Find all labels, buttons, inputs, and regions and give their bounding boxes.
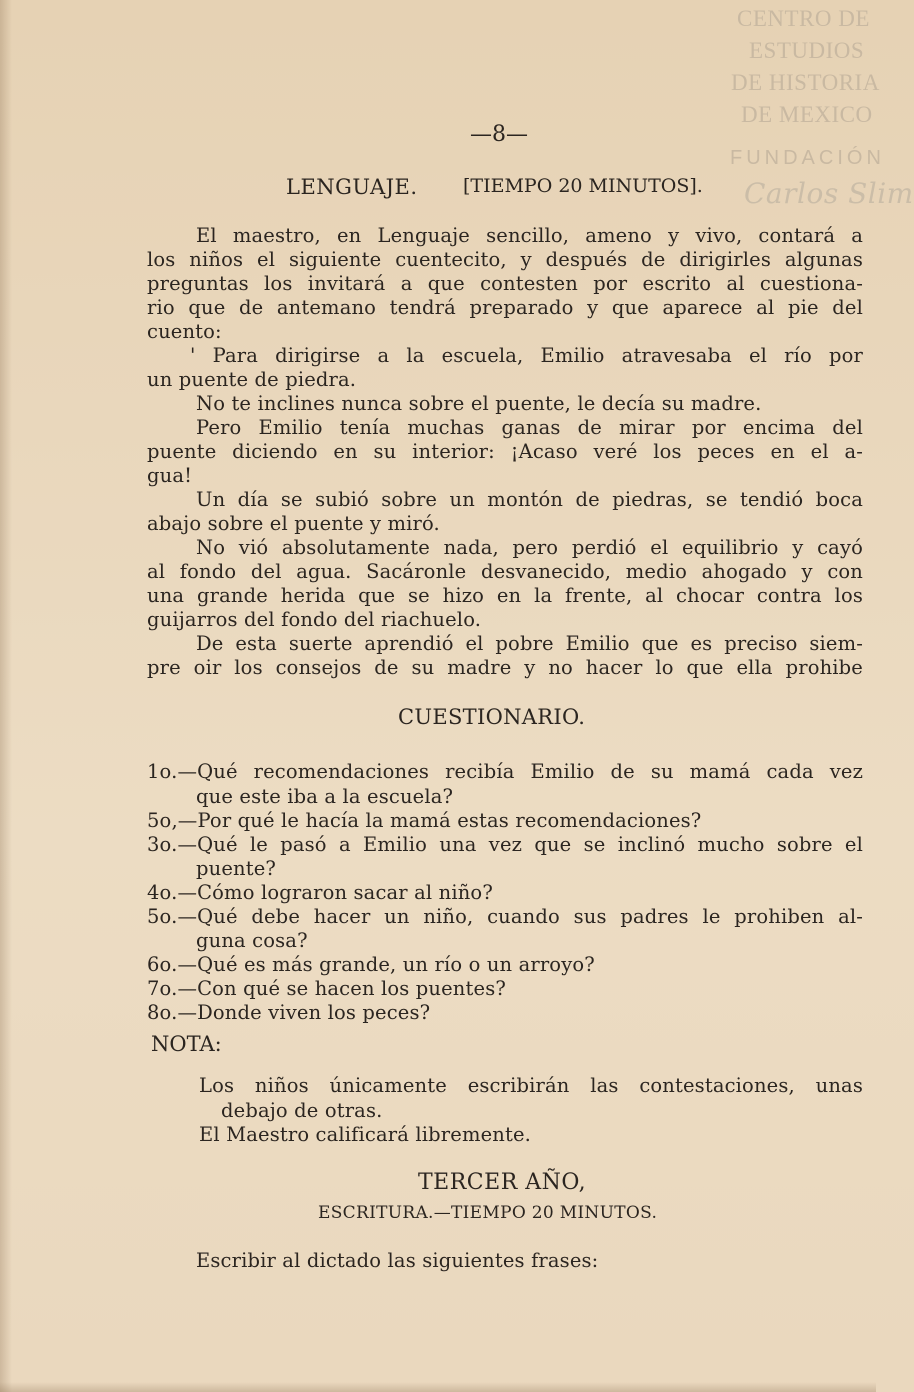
text-line: Pero Emilio tenía muchas ganas de mirar por encima del	[196, 416, 863, 439]
text-line: Los niños únicamente escribirán las contestaciones, unas	[199, 1074, 863, 1097]
text-line: los niños el siguiente cuentecito, y después de dirigirles algunas	[147, 248, 863, 271]
text-line: ' Para dirigirse a la escuela, Emilio atravesaba el río por	[190, 344, 863, 367]
page-edge-shadow	[0, 0, 12, 1392]
text-line: rio que de antemano tendrá preparado y que aparece al pie del	[147, 296, 863, 319]
stamp-line: DE MEXICO	[741, 102, 873, 127]
question-line: 3o.—Qué le pasó a Emilio una vez que se inclinó mucho sobre el	[147, 833, 863, 856]
section-time: [TIEMPO 20 MINUTOS].	[463, 175, 703, 197]
text-line: preguntas los invitará a que contesten por escrito al cuestiona-	[147, 272, 863, 295]
stamp-line: CENTRO DE	[737, 6, 870, 31]
archive-stamp	[700, 0, 914, 210]
stamp-line: ESTUDIOS	[749, 38, 865, 63]
stamp-foundation: FUNDACIÓN	[730, 147, 885, 169]
question-line: que este iba a la escuela?	[196, 785, 454, 808]
text-line: El Maestro calificará libremente.	[199, 1123, 532, 1146]
stamp-signature: Carlos Slim	[744, 177, 914, 210]
stamp-line: DE HISTORIA	[731, 70, 880, 95]
question-line: 4o.—Cómo lograron sacar al niño?	[147, 881, 493, 904]
text-line: pre oir los consejos de su madre y no hacer lo que ella prohibe	[147, 656, 863, 679]
text-line: Un día se subió sobre un montón de piedras, se tendió boca	[196, 488, 863, 511]
question-line: 5o.—Qué debe hacer un niño, cuando sus padres le prohiben al-	[147, 905, 863, 928]
text-line: puente diciendo en su interior: ¡Acaso veré los peces en el a-	[147, 440, 863, 463]
questionnaire-title: CUESTIONARIO.	[398, 705, 586, 729]
page-edge-shadow-bottom	[0, 1382, 876, 1392]
question-line: 5o,—Por qué le hacía la mamá estas recomendaciones?	[147, 809, 702, 832]
question-line: puente?	[196, 857, 277, 880]
text-line: cuento:	[147, 320, 222, 343]
text-line: No te inclines nunca sobre el puente, le decía su madre.	[196, 392, 762, 415]
text-line: gua!	[147, 464, 193, 487]
nota-label: NOTA:	[151, 1032, 222, 1056]
question-line: 7o.—Con qué se hacen los puentes?	[147, 977, 506, 1000]
question-line: 8o.—Donde viven los peces?	[147, 1001, 431, 1024]
text-line: El maestro, en Lenguaje sencillo, ameno y vivo, contará a	[196, 224, 863, 247]
page-number: —8—	[470, 122, 528, 147]
text-line: abajo sobre el puente y miró.	[147, 512, 440, 535]
text-line: al fondo del agua. Sacáronle desvanecido, medio ahogado y con	[147, 560, 863, 583]
text-line: debajo de otras.	[221, 1099, 383, 1122]
dictation-instruction: Escribir al dictado las siguientes frases:	[196, 1249, 599, 1272]
text-line: un puente de piedra.	[147, 368, 357, 391]
question-line: 6o.—Qué es más grande, un río o un arroyo?	[147, 953, 595, 976]
text-line: No vió absolutamente nada, pero perdió el equilibrio y cayó	[196, 536, 863, 559]
text-line: guijarros del fondo del riachuelo.	[147, 608, 482, 631]
question-line: guna cosa?	[196, 929, 308, 952]
section-title: LENGUAJE.	[286, 175, 418, 199]
grade-heading: TERCER AÑO,	[418, 1170, 587, 1195]
question-line: 1o.—Qué recomendaciones recibía Emilio de su mamá cada vez	[147, 760, 863, 783]
subject-heading: ESCRITURA.—TIEMPO 20 MINUTOS.	[318, 1203, 658, 1223]
text-line: De esta suerte aprendió el pobre Emilio que es preciso siem-	[196, 632, 863, 655]
text-line: una grande herida que se hizo en la frente, al chocar contra los	[147, 584, 863, 607]
